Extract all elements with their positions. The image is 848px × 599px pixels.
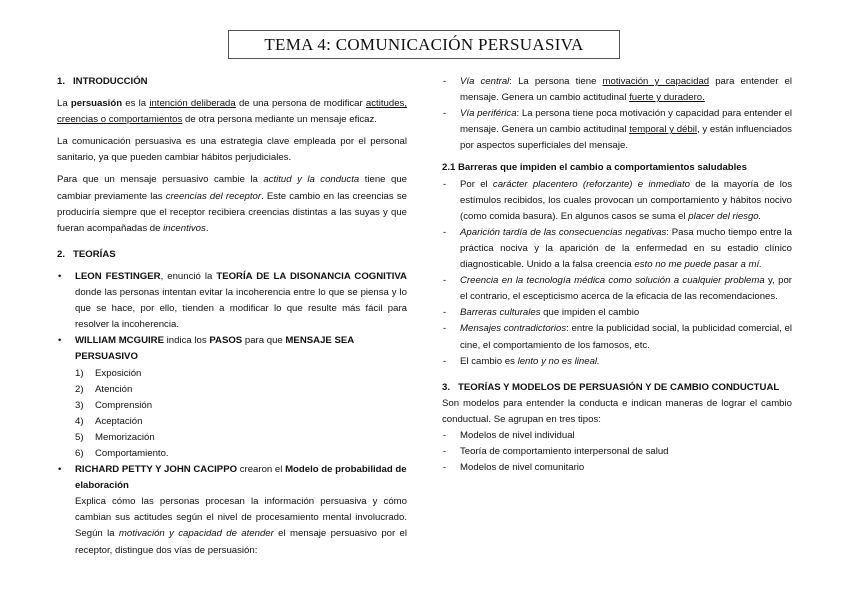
bullet-icon: • [58,464,62,476]
bullet-icon: • [58,335,62,347]
step-item: 2) Atención [75,383,133,395]
model-item: - Modelos de nivel individual [443,429,575,441]
barrier-item: - Creencia en la tecnología médica como solución a cualquier problema y, por el contrario, el escepticismo acerca de la eficacia de las recomendaciones. [443,275,792,303]
mcguire-steps [57,366,407,463]
right-column [442,74,792,476]
intro-paragraph-3: Para que un mensaje persuasivo cambie la actitud y la conducta tiene que cambiar previamente las creencias del receptor. Este cambio en las creencias se produciría siempre que el receptor recibiera creencias distintas a las suyas y que fueran acompañadas de incentivos. [57,174,407,234]
section-1-heading: 1. INTRODUCCIÓN [57,76,148,87]
title-text: TEMA 4: COMUNICACIÓN PERSUASIVA [264,34,584,54]
step-item: 3) Comprensión [75,399,153,411]
step-item: 6) Comportamiento. [75,447,169,459]
left-column [57,74,407,559]
barrier-item: - Barreras culturales que impiden el cambio [443,307,640,319]
barrier-item: - El cambio es lento y no es lineal. [443,355,600,367]
festinger-item: • LEON FESTINGER, enunció la TEORÍA DE LA DISONANCIA COGNITIVA donde las personas intentan evitar la incoherencia entre lo que se piensa y lo que se hace, por ello, tienden a modificar lo que resulte más fácil para resolver la incoherencia. [58,270,407,331]
peripheral-route-item: - Vía periférica: La persona tiene poca motivación y capacidad para entender el mensaje. Genera un cambio actitudinal temporal y débil, y están influenciados por aspectos superficiales del mensaje. [443,108,792,152]
barrier-item: - Aparición tardía de las consecuencias negativas: Pasa mucho tiempo entre la práctica nociva y la aparición de la enfermedad en su estadio clínico diagnosticable. Unido a la falsa creencia esto no me puede pasar a mí. [443,226,792,271]
document-title [228,30,620,59]
barrier-item: - Mensajes contradictorios: entre la publicidad social, la publicidad comercial, el cine, el comportamiento de los famosos, etc. [443,323,792,351]
section-3-paragraph: Son modelos para entender la conducta e indican maneras de lograr el cambio conductual. Se agrupan en tres tipos: [442,397,792,425]
intro-paragraph-2: La comunicación persuasiva es una estrategia clave empleada por el personal sanitario, ya que pueden cambiar hábitos perjudiciales. [57,136,407,164]
central-route-item: - Vía central: La persona tiene motivación y capacidad para entender el mensaje. Genera un cambio actitudinal fuerte y duradero. [443,76,792,104]
elaboration-model-paragraph: Explica cómo las personas procesan la información persuasiva y cómo cambian sus actitudes según el nivel de procesamiento mental involucrado. Según la motivación y capacidad de atender el mensaje persuasivo por el receptor, distingue dos vías de persuasión: [75,496,407,556]
model-item: - Teoría de comportamiento interpersonal de salud [443,446,669,458]
intro-paragraph-1: La persuasión es la intención deliberada de una persona de modificar actitudes, creencias o comportamientos de otra persona mediante un mensaje eficaz. [57,98,407,126]
section-2-1-heading: 2.1 Barreras que impiden el cambio a comportamientos saludables [442,162,747,174]
step-item: 5) Memorización [75,431,155,443]
section-3-heading: 3. TEORÍAS Y MODELOS DE PERSUASIÓN Y DE CAMBIO CONDUCTUAL [442,381,780,393]
model-item: - Modelos de nivel comunitario [443,462,585,474]
mcguire-item: • WILLIAM MCGUIRE indica los PASOS para que MENSAJE SEA PERSUASIVO [58,335,354,363]
bullet-icon: • [58,270,62,282]
petty-cacioppo-item: • RICHARD PETTY Y JOHN CACIPPO crearon el Modelo de probabilidad de elaboración [58,464,407,492]
barrier-item: - Por el carácter placentero (reforzante) e inmediato de la mayoría de los estímulos recibidos, los cuales provocan un comportamiento y hábitos nocivo (como comida basura). En algunos casos se suma el placer del riesgo. [443,178,792,222]
section-2-heading: 2. TEORÍAS [57,248,116,260]
step-item: 1) Exposición [75,367,142,379]
step-item: 4) Aceptación [75,415,143,427]
